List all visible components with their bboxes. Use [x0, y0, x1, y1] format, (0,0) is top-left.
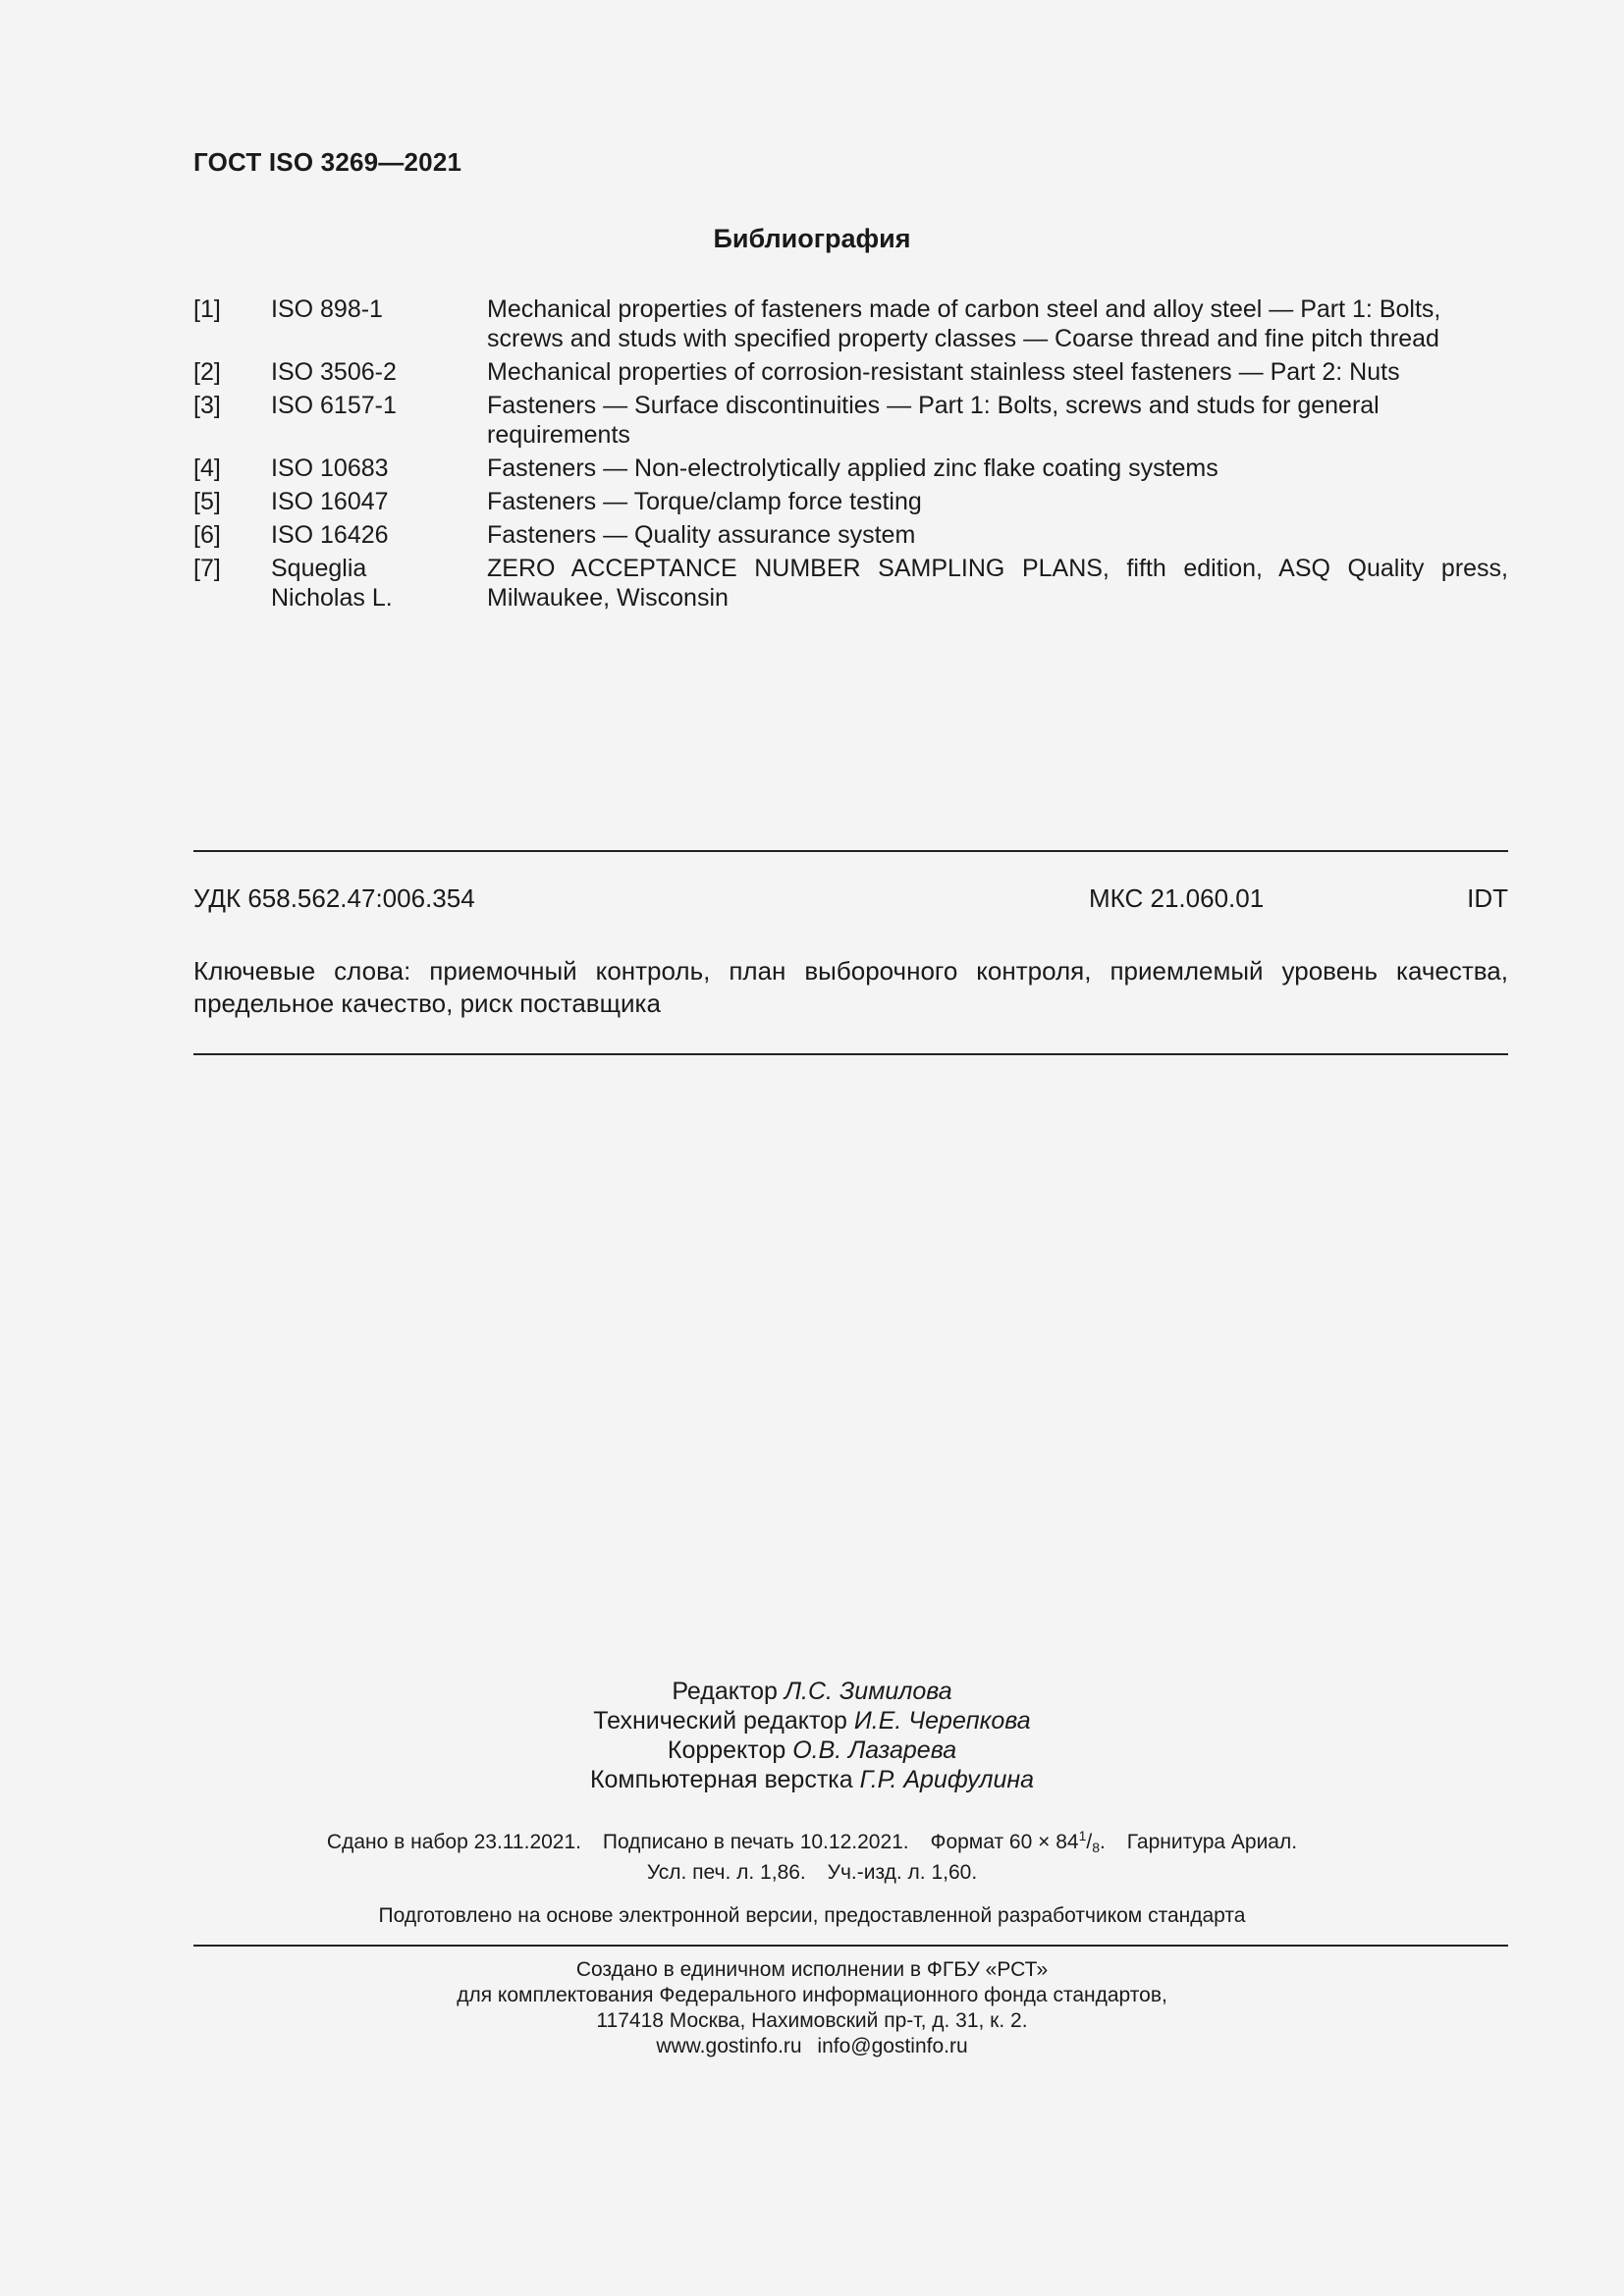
print-info — [0, 1823, 1624, 1886]
credit-layout: Компьютерная верстка Г.Р. Арифулина — [589, 1766, 1035, 1793]
classification-row — [193, 883, 1508, 917]
entry-number: [3] — [193, 392, 221, 419]
publisher-address: 117418 Москва, Нахимовский пр-т, д. 31, к. 2. — [596, 2009, 1028, 2032]
entry-number: [1] — [193, 295, 221, 323]
entry-code: ISO 3506-2 — [271, 358, 397, 386]
entry-code: ISO 6157-1 — [271, 392, 397, 419]
entry-number: [5] — [193, 488, 221, 515]
bibliography-list — [193, 294, 1508, 616]
bibliography-title: Библиография — [713, 224, 911, 253]
entry-code: ISO 10683 — [271, 454, 389, 482]
publisher-line2: для комплектования Федерального информационного фонда стандартов, — [457, 1984, 1167, 2006]
divider-middle — [193, 1053, 1508, 1055]
entry-author-given-name: Nicholas L. — [271, 584, 393, 612]
bibliography-entry — [193, 520, 1508, 550]
entry-title: Fasteners — Torque/clamp force testing — [487, 488, 922, 515]
publisher-contacts — [0, 2034, 1624, 2059]
credit-tech-editor: Технический редактор И.Е. Черепкова — [593, 1707, 1031, 1735]
entry-title: Fasteners — Non-electrolytically applied zinc flake coating systems — [487, 454, 1218, 482]
entry-code: ISO 16047 — [271, 488, 389, 515]
mks-code: МКС 21.060.01 — [1089, 883, 1265, 913]
entry-number: [7] — [193, 555, 221, 582]
keywords: Ключевые слова: приемочный контроль, план выборочного контроля, приемлемый уровень качества, предельное качество, риск поставщика — [193, 956, 1508, 1018]
bibliography-entry — [193, 294, 1508, 353]
website-link[interactable]: www.gostinfo.ru — [656, 2035, 802, 2057]
credit-corrector: Корректор О.В. Лазарева — [667, 1736, 957, 1764]
equivalence-degree: IDT — [1467, 883, 1508, 913]
entry-author-surname: Squeglia — [271, 555, 367, 582]
entry-number: [2] — [193, 358, 221, 386]
publisher-info — [0, 1957, 1624, 2059]
bibliography-entry — [193, 391, 1508, 450]
entry-author — [271, 554, 487, 613]
entry-number: [4] — [193, 454, 221, 482]
credits-block — [0, 1677, 1624, 1794]
entry-title: ZERO ACCEPTANCE NUMBER SAMPLING PLANS, fifth edition, ASQ Quality press, Milwaukee, Wisconsin — [487, 555, 1508, 612]
divider-top — [193, 850, 1508, 852]
entry-title: Fasteners — Quality assurance system — [487, 521, 916, 549]
entry-title: Fasteners — Surface discontinuities — Part 1: Bolts, screws and studs for general requirements — [487, 392, 1380, 449]
publisher-line1: Создано в единичном исполнении в ФГБУ «РСТ» — [575, 1958, 1049, 1981]
entry-code: ISO 898-1 — [271, 295, 383, 323]
print-info-line2: Усл. печ. л. 1,86. Уч.-изд. л. 1,60. — [646, 1861, 978, 1884]
prepared-note: Подготовлено на основе электронной версии, предоставленной разработчиком стандарта — [378, 1904, 1246, 1927]
email-link[interactable]: info@gostinfo.ru — [817, 2035, 968, 2057]
bibliography-entry — [193, 554, 1508, 613]
entry-title: Mechanical properties of corrosion-resistant stainless steel fasteners — Part 2: Nuts — [487, 358, 1400, 386]
entry-title: Mechanical properties of fasteners made of carbon steel and alloy steel — Part 1: Bolts, screws and studs with specified property classes — Coarse thread and fine pitch thread — [487, 295, 1441, 352]
credit-editor: Редактор Л.С. Зимилова — [672, 1678, 952, 1705]
udk-code: УДК 658.562.47:006.354 — [193, 883, 475, 913]
print-info-line1: Сдано в набор 23.11.2021. Подписано в печать 10.12.2021. Формат $60 \times 84^1/_8$. Гарнитура Ариал. — [326, 1828, 1298, 1855]
bibliography-entry — [193, 487, 1508, 516]
bibliography-entry — [193, 357, 1508, 387]
entry-number: [6] — [193, 521, 221, 549]
document-number: ГОСТ ISO 3269—2021 — [193, 147, 462, 177]
divider-bottom — [193, 1945, 1508, 1947]
entry-code: ISO 16426 — [271, 521, 389, 549]
bibliography-entry — [193, 454, 1508, 483]
